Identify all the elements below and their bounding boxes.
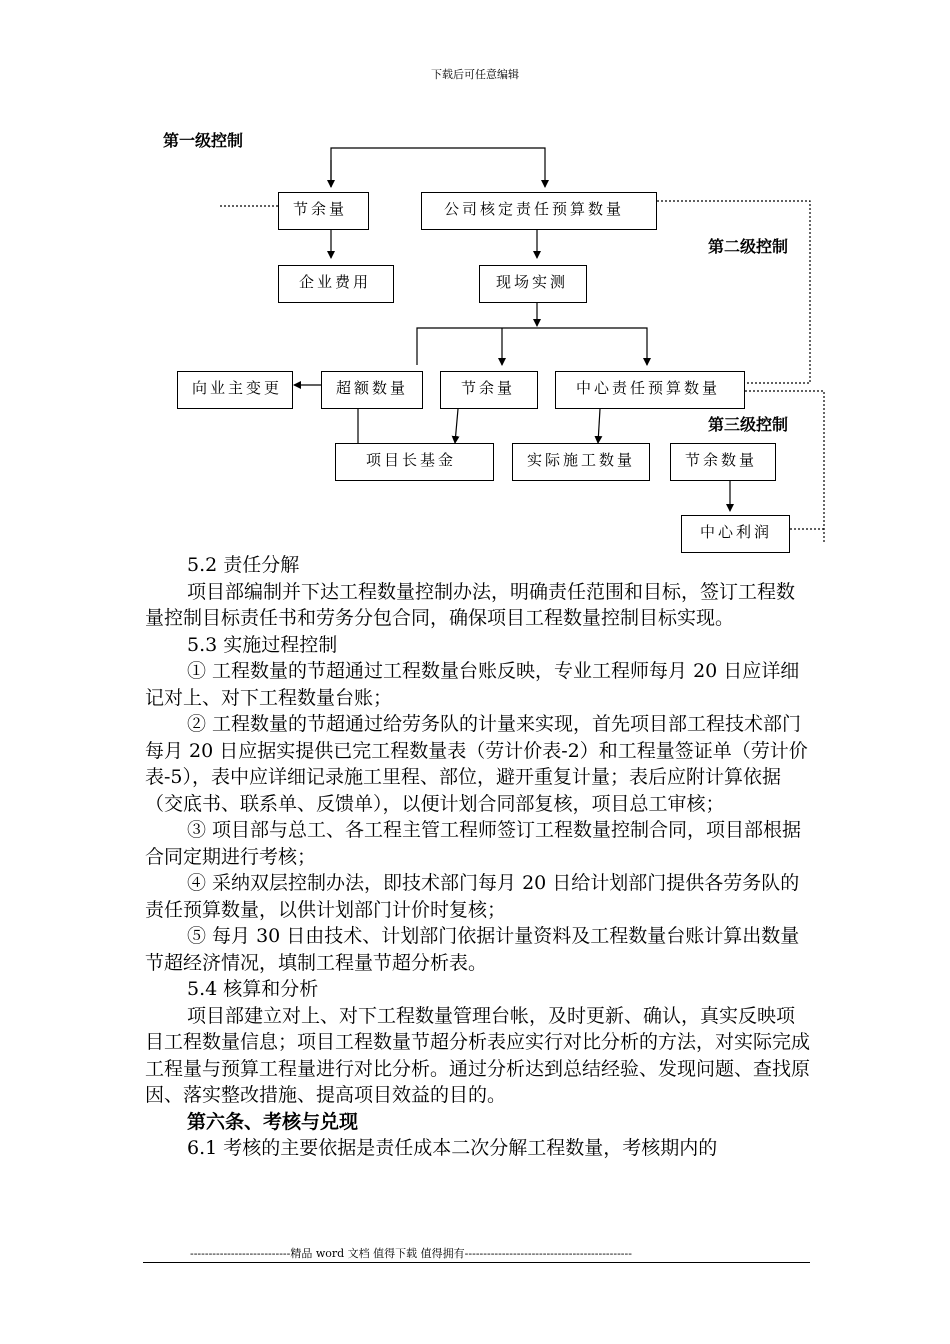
box-jieyu-level3: 节余量 <box>440 371 538 409</box>
box-zhongxin-lirun: 中心利润 <box>681 515 790 553</box>
box-shiji-shigong: 实际施工数量 <box>512 443 650 481</box>
section-heading: 5.4 核算和分析 <box>187 978 319 1000</box>
level2-label: 第二级控制 <box>708 237 789 256</box>
page-footer: ---------------------------精品 word 文档 值得下载 值得拥有--------------------------------------------- <box>190 1247 632 1260</box>
paragraph: ② 工程数量的节超通过给劳务队的计量来实现，首先项目部工程技术部门每月 20 日应据实提供已完工程数量表（劳计价表-2）和工程量签证单（劳计价表-5），表中应详细记录施工里程、部位，避开重复计量；表后应附计算依据（交底书、联系单、反馈单），以便计划合同部复核，项目总工审核； <box>145 713 808 815</box>
paragraph: 项目部建立对上、对下工程数量管理台帐，及时更新、确认，真实反映项目工程数量信息；项目工程数量节超分析表应实行对比分析的方法，对实际完成工程量与预算工程量进行对比分析。通过分析达到总结经验、发现问题、查找原因、落实整改措施、提高项目效益的目的。 <box>145 1004 811 1106</box>
paragraph: ③ 项目部与总工、各工程主管工程师签订工程数量控制合同，项目部根据合同定期进行考核； <box>145 819 802 868</box>
body-text <box>145 552 813 1162</box>
connector-top <box>331 148 545 187</box>
paragraph: 项目部编制并下达工程数量控制办法，明确责任范围和目标，签订工程数量控制目标责任书和劳务分包合同，确保项目工程数量控制目标实现。 <box>145 580 796 629</box>
section-heading: 5.3 实施过程控制 <box>187 633 338 656</box>
paragraph: ① 工程数量的节超通过工程数量台账反映，专业工程师每月 20 日应详细记对上、对下工程数量台账； <box>145 660 800 709</box>
box-xianchang-shice: 现场实测 <box>479 265 587 303</box>
box-qiye-feiyong: 企业费用 <box>278 265 394 303</box>
box-gongsi-yusuan: 公司核定责任预算数量 <box>421 192 657 230</box>
box-jieyu-shuliang: 节余数量 <box>670 443 776 481</box>
paragraph: 6.1 考核的主要依据是责任成本二次分解工程数量，考核期内的 <box>187 1137 718 1159</box>
dotted-level2 <box>657 201 810 383</box>
box-chaoe-shuliang: 超额数量 <box>321 371 423 409</box>
box-jieyu-level1: 节余量 <box>278 192 369 230</box>
article-heading: 第六条、考核与兑现 <box>187 1110 359 1133</box>
page-header: 下载后可任意编辑 <box>431 68 519 81</box>
section-heading: 5.2 责任分解 <box>187 554 300 576</box>
box-zhongxin-zeren: 中心责任预算数量 <box>555 371 745 409</box>
level3-label: 第三级控制 <box>708 415 789 434</box>
box-xiangmuzhang-jijin: 项目长基金 <box>335 443 494 481</box>
footer-rule <box>143 1262 810 1263</box>
level1-label: 第一级控制 <box>163 131 244 150</box>
box-xiang-yezhu-biangeng: 向业主变更 <box>177 371 293 409</box>
paragraph: ④ 采纳双层控制办法，即技术部门每月 20 日给计划部门提供各劳务队的责任预算数量，以供计划部门计价时复核； <box>145 872 800 921</box>
paragraph: ⑤ 每月 30 日由技术、计划部门依据计量资料及工程数量台账计算出数量节超经济情况，填制工程量节超分析表。 <box>145 925 800 974</box>
